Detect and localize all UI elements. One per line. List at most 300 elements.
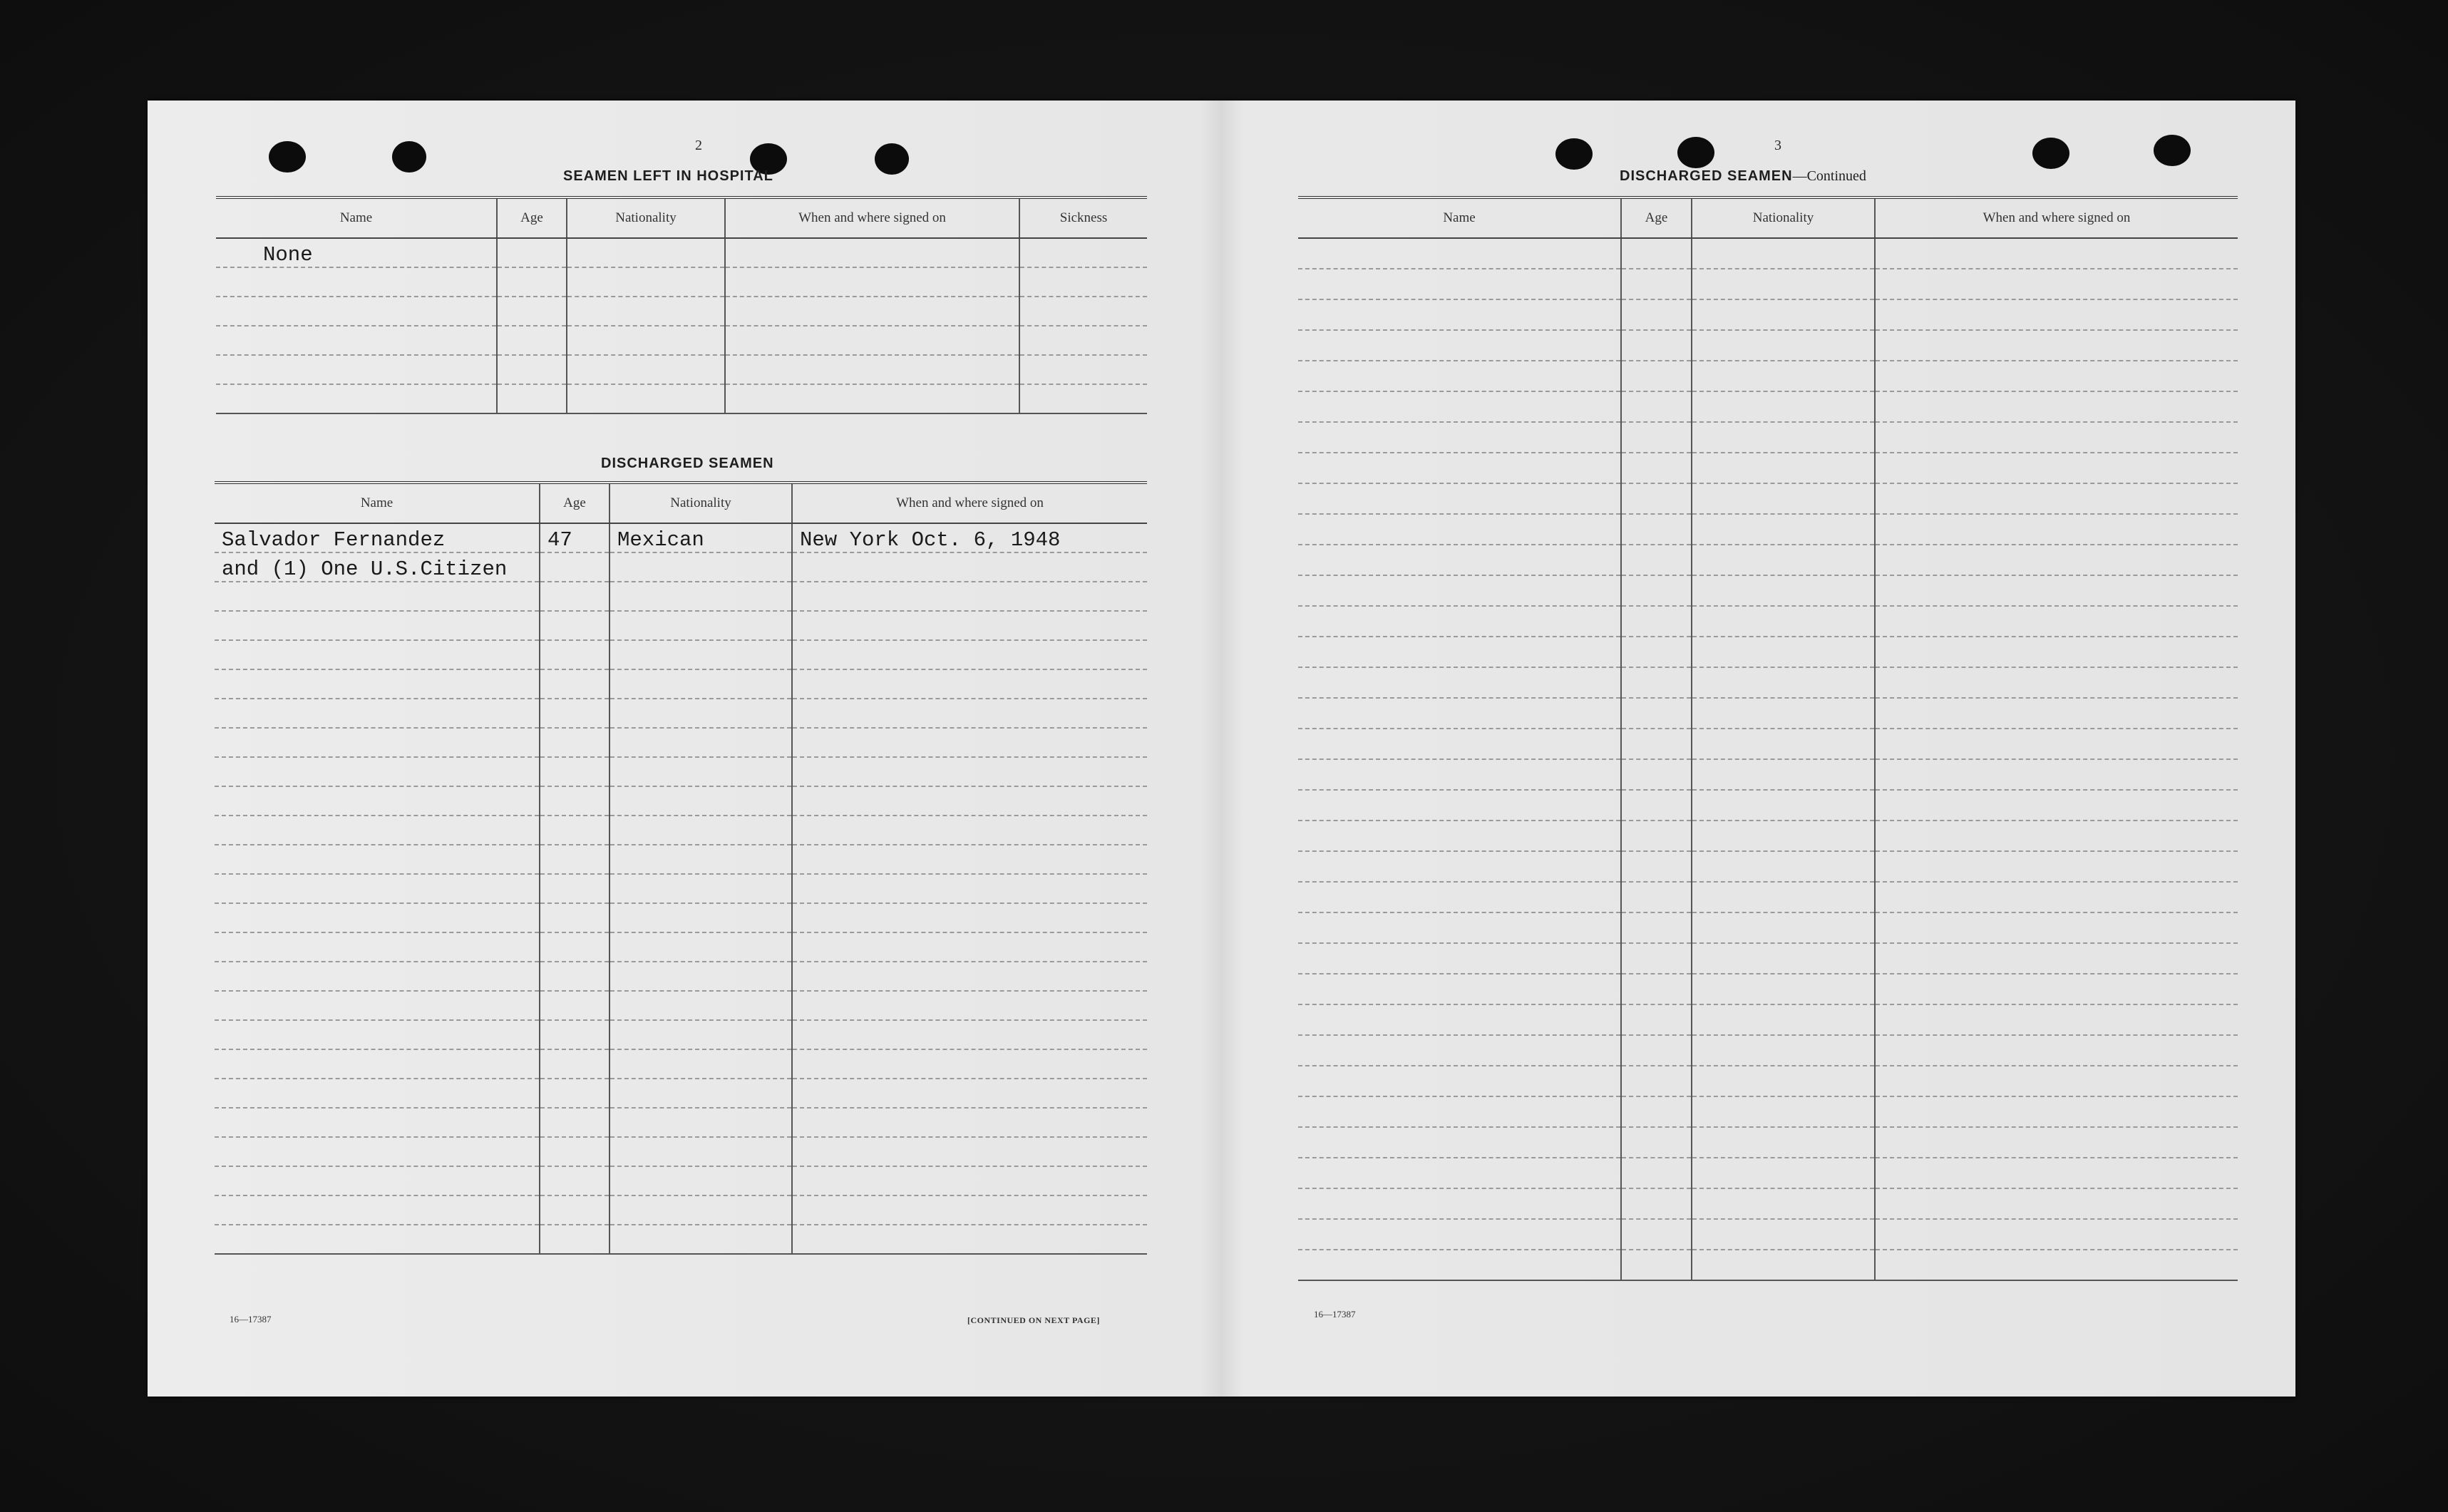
table-cell [1298, 1004, 1621, 1035]
table-cell [1692, 729, 1875, 759]
table-cell [1621, 269, 1692, 299]
column-header: Name [215, 483, 540, 523]
table-cell [1875, 483, 2238, 514]
column-header: Nationality [1692, 197, 1875, 238]
table-cell [1621, 606, 1692, 637]
table-row [215, 932, 1147, 962]
table-cell [215, 874, 540, 903]
table-row [215, 640, 1147, 669]
table-row [215, 816, 1147, 845]
table-cell [610, 1020, 792, 1049]
table-cell [1298, 1219, 1621, 1250]
table-cell [610, 903, 792, 932]
table-cell [792, 1166, 1147, 1195]
table-row [1298, 821, 2238, 851]
table-cell [540, 699, 610, 728]
table-row [1298, 1035, 2238, 1066]
table-cell [1692, 698, 1875, 729]
document-sheet [148, 101, 2295, 1397]
table-cell [497, 238, 567, 267]
table-cell [215, 1079, 540, 1108]
table-cell [1621, 974, 1692, 1004]
table-cell: Salvador Fernandez [215, 523, 540, 552]
continued-note: [CONTINUED ON NEXT PAGE] [967, 1315, 1100, 1325]
table-cell [540, 845, 610, 874]
table-cell [610, 1079, 792, 1108]
table-row [1298, 759, 2238, 790]
table-cell [1875, 759, 2238, 790]
table-cell [1019, 297, 1147, 326]
table-cell [610, 845, 792, 874]
table-cell [540, 1137, 610, 1166]
table-cell [610, 611, 792, 640]
table-cell [1875, 1158, 2238, 1188]
table-cell [792, 728, 1147, 757]
table-cell [1298, 821, 1621, 851]
table-cell [1875, 330, 2238, 361]
table-cell [792, 932, 1147, 962]
table-cell [610, 582, 792, 611]
table-cell [540, 962, 610, 991]
table-cell [1692, 974, 1875, 1004]
table-cell [540, 552, 610, 582]
table-cell [610, 1108, 792, 1137]
table-cell: Mexican [610, 523, 792, 552]
column-header: Age [540, 483, 610, 523]
table-row [215, 1049, 1147, 1079]
page-number: 3 [1774, 138, 1781, 153]
table-cell [1298, 1127, 1621, 1158]
table-row [215, 845, 1147, 874]
table-row [1298, 330, 2238, 361]
table-cell [215, 932, 540, 962]
table-cell [1875, 851, 2238, 882]
table-cell [1875, 545, 2238, 575]
table-row [1298, 790, 2238, 821]
table-cell [216, 326, 497, 355]
table-cell [540, 611, 610, 640]
table-cell [1621, 575, 1692, 606]
table-row [215, 699, 1147, 728]
table-cell [1692, 821, 1875, 851]
table-cell [610, 1049, 792, 1079]
table-cell [1692, 483, 1875, 514]
form-code: 16—17387 [230, 1314, 272, 1325]
table-cell [1298, 238, 1621, 269]
table-cell [1621, 912, 1692, 943]
column-header: Name [216, 197, 497, 238]
table-cell [610, 932, 792, 962]
table-cell [1875, 821, 2238, 851]
table-cell [540, 757, 610, 786]
table-cell [567, 355, 725, 384]
table-row [216, 297, 1147, 326]
table-cell [725, 355, 1019, 384]
table-cell [1621, 882, 1692, 912]
table-cell [1298, 759, 1621, 790]
table-cell [1692, 1188, 1875, 1219]
table-cell [1692, 545, 1875, 575]
table-cell [1298, 330, 1621, 361]
table-row [215, 523, 1147, 552]
table-cell [215, 1225, 540, 1254]
table-cell [1621, 698, 1692, 729]
column-header: When and where signed on [792, 483, 1147, 523]
table-cell [1621, 545, 1692, 575]
table-cell [1621, 1004, 1692, 1035]
table-cell [497, 355, 567, 384]
left-page [148, 101, 1217, 1397]
table-cell [1621, 514, 1692, 545]
table-cell [497, 384, 567, 413]
table-cell [1019, 355, 1147, 384]
table-cell [215, 1137, 540, 1166]
table-row [216, 355, 1147, 384]
table-cell [1621, 330, 1692, 361]
table-cell [1298, 943, 1621, 974]
table-cell [1298, 1035, 1621, 1066]
table-cell [1692, 637, 1875, 667]
table-cell [610, 728, 792, 757]
table-cell [1621, 1066, 1692, 1096]
table-cell [1298, 299, 1621, 330]
column-header: Age [1621, 197, 1692, 238]
table-cell [1298, 483, 1621, 514]
table-cell [1621, 729, 1692, 759]
table-cell [792, 757, 1147, 786]
table-cell [1621, 851, 1692, 882]
table-row [215, 1166, 1147, 1195]
table-cell: and (1) One U.S.Citizen [215, 552, 540, 582]
table-cell [1298, 1250, 1621, 1280]
table-cell [215, 903, 540, 932]
table-cell [792, 1137, 1147, 1166]
table-cell [540, 786, 610, 816]
table-cell [1298, 698, 1621, 729]
table-cell [1692, 1219, 1875, 1250]
table-cell [1692, 575, 1875, 606]
table-cell: New York Oct. 6, 1948 [792, 523, 1147, 552]
table-cell [1621, 1219, 1692, 1250]
table-cell [215, 1049, 540, 1079]
table-cell [1621, 361, 1692, 391]
table-cell [1692, 1096, 1875, 1127]
continued-suffix: —Continued [1792, 168, 1866, 184]
table-cell [1875, 1250, 2238, 1280]
table-cell [1298, 391, 1621, 422]
table-cell [1692, 606, 1875, 637]
table-cell [1298, 514, 1621, 545]
table-cell [792, 903, 1147, 932]
column-header: When and where signed on [1875, 197, 2238, 238]
table-cell [540, 640, 610, 669]
table-cell [1875, 882, 2238, 912]
table-cell [1298, 1096, 1621, 1127]
table-cell [540, 1225, 610, 1254]
table-cell [1692, 851, 1875, 882]
table-cell [215, 1166, 540, 1195]
table-cell [1692, 1004, 1875, 1035]
table-cell [792, 582, 1147, 611]
table-cell [610, 1195, 792, 1225]
table-cell [725, 238, 1019, 267]
table-cell [215, 1195, 540, 1225]
table-cell [540, 932, 610, 962]
table-cell [1692, 391, 1875, 422]
table-cell [216, 267, 497, 297]
table-row [215, 786, 1147, 816]
table-cell [1875, 1188, 2238, 1219]
table-cell [610, 1137, 792, 1166]
column-header: Nationality [567, 197, 725, 238]
table-cell [1019, 238, 1147, 267]
table-row [215, 757, 1147, 786]
table-row [1298, 1158, 2238, 1188]
table-row [1298, 299, 2238, 330]
table-row [215, 1020, 1147, 1049]
table-cell [792, 845, 1147, 874]
table-cell [215, 728, 540, 757]
table-cell [567, 326, 725, 355]
table-cell [1692, 514, 1875, 545]
table-cell [1875, 514, 2238, 545]
table-cell [215, 582, 540, 611]
table-cell [1875, 606, 2238, 637]
table-cell [1875, 269, 2238, 299]
table-cell [792, 699, 1147, 728]
table-row [1298, 637, 2238, 667]
table-cell [1875, 1066, 2238, 1096]
table-row [215, 582, 1147, 611]
table-cell [1298, 269, 1621, 299]
table-cell [540, 874, 610, 903]
table-cell [725, 384, 1019, 413]
table-cell [1621, 391, 1692, 422]
table-cell [725, 326, 1019, 355]
table-cell [1692, 238, 1875, 269]
table-cell [1875, 453, 2238, 483]
table-cell [1621, 1096, 1692, 1127]
table-row [1298, 514, 2238, 545]
table-cell [1692, 667, 1875, 698]
table-cell [540, 903, 610, 932]
table-row [215, 1195, 1147, 1225]
table-cell [567, 238, 725, 267]
table-row [216, 384, 1147, 413]
table-cell [215, 786, 540, 816]
table-cell [792, 552, 1147, 582]
table-cell [1875, 1035, 2238, 1066]
table-cell [1875, 637, 2238, 667]
table-cell [1692, 361, 1875, 391]
table-cell [1298, 361, 1621, 391]
table-cell [1621, 238, 1692, 269]
table-cell [1875, 1096, 2238, 1127]
discharged-section-title: DISCHARGED SEAMEN [601, 456, 774, 471]
table-cell [1621, 483, 1692, 514]
table-cell [567, 297, 725, 326]
table-cell [215, 757, 540, 786]
table-cell [216, 297, 497, 326]
table-cell [1298, 453, 1621, 483]
table-cell [497, 297, 567, 326]
table-cell [1875, 698, 2238, 729]
discharged-table [215, 481, 1147, 1255]
table-row [1298, 912, 2238, 943]
page-number: 2 [695, 138, 702, 153]
table-row [215, 1137, 1147, 1166]
table-row [1298, 1066, 2238, 1096]
table-cell [792, 611, 1147, 640]
table-row [215, 874, 1147, 903]
table-cell [215, 1108, 540, 1137]
table-cell [540, 991, 610, 1020]
table-row [216, 267, 1147, 297]
table-cell [1692, 299, 1875, 330]
table-cell [1875, 391, 2238, 422]
hospital-section-title: SEAMEN LEFT IN HOSPITAL [563, 168, 773, 184]
table-cell [1875, 1127, 2238, 1158]
right-page [1221, 101, 2295, 1397]
table-cell [1692, 759, 1875, 790]
table-row [215, 991, 1147, 1020]
column-header: Nationality [610, 483, 792, 523]
table-cell [1621, 637, 1692, 667]
table-row [1298, 575, 2238, 606]
table-cell [1621, 1158, 1692, 1188]
table-row [1298, 422, 2238, 453]
table-cell [792, 816, 1147, 845]
table-cell [1692, 330, 1875, 361]
table-cell [792, 991, 1147, 1020]
table-cell [1298, 1158, 1621, 1188]
table-cell [215, 669, 540, 699]
table-cell [1298, 974, 1621, 1004]
table-row [215, 1225, 1147, 1254]
discharged-continued-title [1620, 168, 1866, 185]
table-cell [792, 669, 1147, 699]
table-cell [1692, 1035, 1875, 1066]
table-cell [1875, 299, 2238, 330]
discharged-title-text: DISCHARGED SEAMEN [1620, 168, 1793, 184]
table-cell [497, 326, 567, 355]
table-row [1298, 483, 2238, 514]
table-cell [1875, 729, 2238, 759]
table-cell: 47 [540, 523, 610, 552]
table-cell [1298, 851, 1621, 882]
table-cell [792, 1020, 1147, 1049]
column-header: Name [1298, 197, 1621, 238]
table-row [1298, 698, 2238, 729]
table-row [1298, 1219, 2238, 1250]
table-row [1298, 1250, 2238, 1280]
table-cell [792, 640, 1147, 669]
table-cell [1621, 943, 1692, 974]
table-row [1298, 238, 2238, 269]
table-row [216, 238, 1147, 267]
table-cell [610, 991, 792, 1020]
table-cell [1692, 1250, 1875, 1280]
table-cell [1692, 269, 1875, 299]
table-cell [1019, 326, 1147, 355]
table-row [1298, 1004, 2238, 1035]
table-cell [497, 267, 567, 297]
table-row [1298, 974, 2238, 1004]
table-cell [792, 1108, 1147, 1137]
table-cell [215, 1020, 540, 1049]
table-row [1298, 545, 2238, 575]
table-cell [1621, 790, 1692, 821]
table-cell [610, 786, 792, 816]
table-cell [1019, 384, 1147, 413]
table-cell: None [216, 238, 497, 267]
table-row [1298, 453, 2238, 483]
table-row [215, 669, 1147, 699]
table-row [1298, 851, 2238, 882]
table-row [215, 1108, 1147, 1137]
table-cell [1298, 912, 1621, 943]
table-row [215, 1079, 1147, 1108]
table-cell [216, 355, 497, 384]
table-row [1298, 1188, 2238, 1219]
table-cell [1692, 790, 1875, 821]
table-cell [725, 297, 1019, 326]
table-cell [610, 669, 792, 699]
table-cell [1621, 759, 1692, 790]
table-cell [1621, 821, 1692, 851]
table-cell [1298, 606, 1621, 637]
table-cell [1875, 1219, 2238, 1250]
table-cell [792, 1049, 1147, 1079]
table-row [1298, 667, 2238, 698]
table-cell [610, 552, 792, 582]
table-cell [1621, 299, 1692, 330]
table-cell [215, 640, 540, 669]
table-row [1298, 943, 2238, 974]
table-row [1298, 391, 2238, 422]
table-cell [540, 1079, 610, 1108]
table-cell [610, 640, 792, 669]
table-row [1298, 269, 2238, 299]
table-cell [610, 874, 792, 903]
table-cell [215, 845, 540, 874]
table-cell [610, 1225, 792, 1254]
table-cell [1298, 882, 1621, 912]
table-cell [1875, 790, 2238, 821]
table-cell [1298, 1188, 1621, 1219]
discharged-continued-table [1298, 196, 2238, 1281]
table-cell [725, 267, 1019, 297]
table-row [215, 903, 1147, 932]
table-cell [610, 1166, 792, 1195]
column-header: Sickness [1019, 197, 1147, 238]
table-cell [1621, 667, 1692, 698]
table-cell [540, 1108, 610, 1137]
table-cell [1875, 1004, 2238, 1035]
table-cell [1621, 1250, 1692, 1280]
table-cell [1621, 1035, 1692, 1066]
column-header: Age [497, 197, 567, 238]
table-cell [215, 611, 540, 640]
table-cell [792, 1225, 1147, 1254]
table-cell [1692, 882, 1875, 912]
table-cell [792, 1079, 1147, 1108]
table-row [216, 326, 1147, 355]
table-cell [792, 874, 1147, 903]
table-cell [1875, 575, 2238, 606]
table-cell [1019, 267, 1147, 297]
table-cell [1875, 912, 2238, 943]
